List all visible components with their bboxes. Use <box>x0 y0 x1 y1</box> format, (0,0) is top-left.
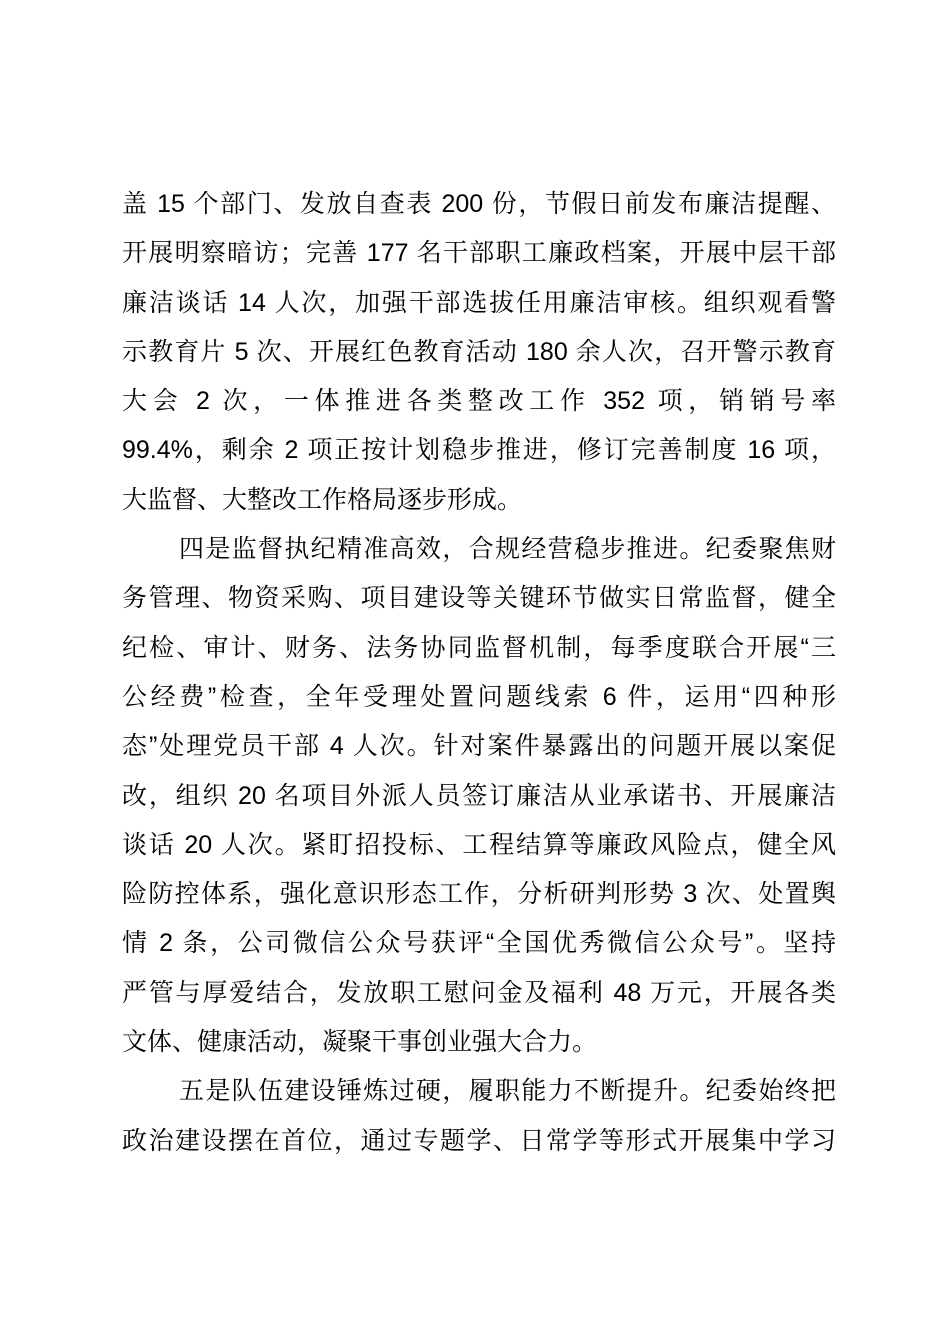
paragraph <box>122 180 836 525</box>
text-line: 险防控体系，强化意识形态工作，分析研判形势 3 次、处置舆 <box>122 880 836 909</box>
text-line: 开展明察暗访；完善 177 名干部职工廉政档案，开展中层干部 <box>122 239 836 268</box>
text-line: 务管理、物资采购、项目建设等关键环节做实日常监督，健全 <box>122 584 836 613</box>
text-line: 99.4%，剩余 2 项正按计划稳步推进，修订完善制度 16 项， <box>122 436 836 465</box>
text-line: 政治建设摆在首位，通过专题学、日常学等形式开展集中学习 <box>122 1126 836 1155</box>
text-line: 大监督、大整改工作格局逐步形成。 <box>122 485 523 514</box>
text-line: 改，组织 20 名项目外派人员签订廉洁从业承诺书、开展廉洁 <box>122 781 836 810</box>
text-line: 廉洁谈话 14 人次，加强干部选拔任用廉洁审核。组织观看警 <box>122 288 836 317</box>
text-line: 情 2 条，公司微信公众号获评“全国优秀微信公众号”。坚持 <box>122 929 836 958</box>
text-line: 示教育片 5 次、开展红色教育活动 180 余人次，召开警示教育 <box>122 337 836 366</box>
text-line: 文体、健康活动，凝聚干事创业强大合力。 <box>122 1028 598 1057</box>
text-line: 态”处理党员干部 4 人次。针对案件暴露出的问题开展以案促 <box>122 732 836 761</box>
text-line: 盖 15 个部门、发放自查表 200 份，节假日前发布廉洁提醒、 <box>122 190 836 218</box>
paragraph <box>122 1067 836 1166</box>
text-line: 严管与厚爱结合，发放职工慰问金及福利 48 万元，开展各类 <box>122 978 836 1007</box>
text-line: 公经费”检查，全年受理处置问题线索 6 件，运用“四种形 <box>122 682 836 711</box>
paragraph <box>122 525 836 1067</box>
text-line: 谈话 20 人次。紧盯招投标、工程结算等廉政风险点，健全风 <box>122 830 836 859</box>
text-line: 四是监督执纪精准高效，合规经营稳步推进。纪委聚焦财 <box>179 535 836 564</box>
text-line: 大会 2 次，一体推进各类整改工作 352 项，销销号率 <box>122 387 836 416</box>
text-line: 纪检、审计、财务、法务协同监督机制，每季度联合开展“三 <box>122 633 836 662</box>
text-line: 五是队伍建设锤炼过硬，履职能力不断提升。纪委始终把 <box>179 1077 836 1106</box>
document-body <box>122 180 836 1166</box>
